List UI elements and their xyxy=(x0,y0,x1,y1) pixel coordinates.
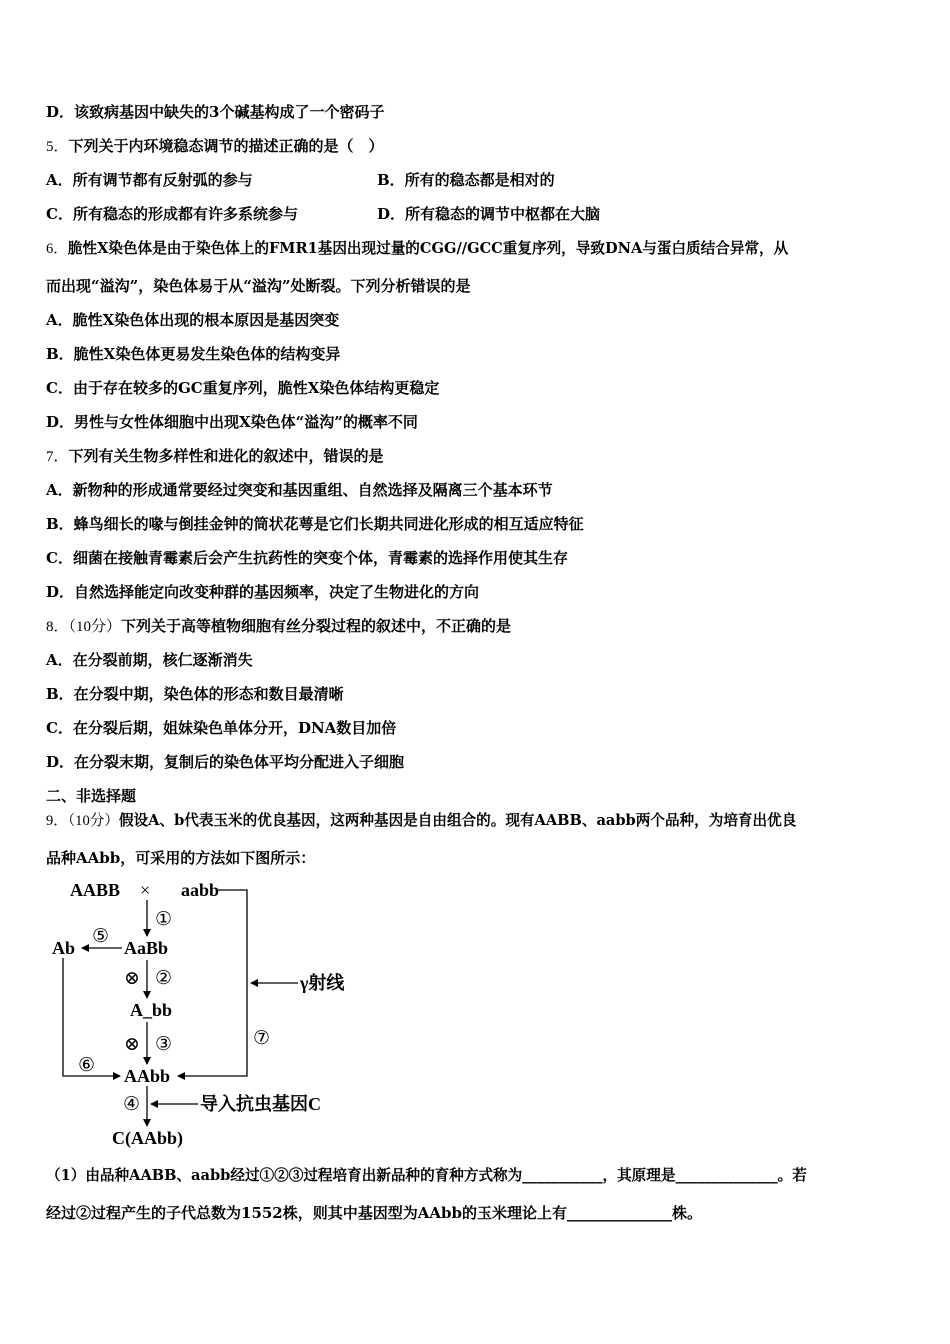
q8-number: 8．（10分） xyxy=(46,619,122,635)
q5-stem xyxy=(46,136,384,157)
q9-stem-line2: 品种AAbb，可采用的方法如下图所示： xyxy=(46,849,316,867)
q9-stem-text1: 假设A、b代表玉米的优良基因，这两种基因是自由组合的。现有AABB、aabb两个品种，为培育出优良 xyxy=(118,812,797,829)
step-2-label: ② xyxy=(155,968,173,989)
arrow-step7 xyxy=(178,890,247,1076)
q7-option-c: C．细菌在接触青霉素后会产生抗药性的突变个体，青霉素的选择作用使其生存 xyxy=(46,549,568,567)
q7-number: 7． xyxy=(46,449,69,465)
import-gene-label: 导入抗虫基因C xyxy=(200,1094,321,1114)
q7-option-d: D．自然选择能定向改变种群的基因频率，决定了生物进化的方向 xyxy=(46,583,480,601)
haploid-ab: Ab xyxy=(52,938,76,958)
step-3-label: ③ xyxy=(155,1034,173,1055)
q5-stem-text: 下列关于内环境稳态调节的描述正确的是（ ） xyxy=(68,137,384,155)
q7-option-a: A．新物种的形成通常要经过突变和基因重组、自然选择及隔离三个基本环节 xyxy=(46,481,553,499)
q7-stem-text: 下列有关生物多样性和进化的叙述中，错误的是 xyxy=(68,447,384,465)
step-6-label: ⑥ xyxy=(78,1055,96,1076)
q6-option-b: B．脆性X染色体更易发生染色体的结构变异 xyxy=(46,345,341,363)
target-aabb: AAbb xyxy=(124,1066,171,1086)
q5-option-d: D．所有稳态的调节中枢都在大脑 xyxy=(377,205,601,223)
q8-option-a: A．在分裂前期，核仁逐渐消失 xyxy=(46,651,253,669)
q8-option-c: C．在分裂后期，姐妹染色单体分开，DNA数目加倍 xyxy=(46,719,397,737)
q7-stem xyxy=(46,446,384,467)
q9-sub1-line1: （1）由品种AABB、aabb经过①②③过程培育出新品种的育种方式称为___________，其原理是______________。若 xyxy=(46,1167,807,1184)
step-1-label: ① xyxy=(155,909,173,930)
q7-option-b: B．蜂鸟细长的喙与倒挂金钟的筒状花萼是它们长期共同进化形成的相互适应特征 xyxy=(46,515,584,533)
breeding-diagram xyxy=(0,870,380,1155)
q9-number: 9．（10分） xyxy=(46,813,119,829)
step-7-label: ⑦ xyxy=(253,1028,271,1049)
q8-stem-text: 下列关于高等植物细胞有丝分裂过程的叙述中，不正确的是 xyxy=(121,617,512,635)
q6-option-c: C．由于存在较多的GC重复序列，脆性X染色体结构更稳定 xyxy=(46,379,440,397)
selfing-symbol-1: ⊗ xyxy=(124,968,140,989)
parent-aabb-upper: AABB xyxy=(70,880,121,900)
q6-stem-text1: 脆性X染色体是由于染色体上的FMR1基因出现过量的CGG//GCC重复序列，导致DNA与蛋白质结合异常，从 xyxy=(67,240,789,257)
q8-option-d: D．在分裂末期，复制后的染色体平均分配进入子细胞 xyxy=(46,753,405,771)
step-5-label: ⑤ xyxy=(92,926,110,947)
q6-number: 6． xyxy=(46,241,68,257)
cross-symbol: × xyxy=(140,880,151,900)
gamma-ray-label: γ射线 xyxy=(300,973,345,993)
q6-stem-line2: 而出现“溢沟”，染色体易于从“溢沟”处断裂。下列分析错误的是 xyxy=(46,277,471,295)
q5-option-c: C．所有稳态的形成都有许多系统参与 xyxy=(46,205,298,223)
q6-option-d: D．男性与女性体细胞中出现X染色体“溢沟”的概率不同 xyxy=(46,413,418,431)
q8-option-b: B．在分裂中期，染色体的形态和数目最清晰 xyxy=(46,685,344,703)
q5-option-a: A．所有调节都有反射弧的参与 xyxy=(46,171,253,189)
parent-aabb-lower: aabb xyxy=(181,880,220,900)
q8-stem xyxy=(46,616,511,637)
q5-number: 5． xyxy=(46,139,69,155)
section-title: 二、非选择题 xyxy=(46,787,137,805)
q4-option-d: D．该致病基因中缺失的3个碱基构成了一个密码子 xyxy=(46,103,385,121)
q9-sub1-line2: 经过②过程产生的子代总数为1552株，则其中基因型为AAbb的玉米理论上有______________株。 xyxy=(46,1204,703,1222)
final-c-aabb: C(AAbb) xyxy=(112,1128,184,1148)
selfing-symbol-2: ⊗ xyxy=(124,1034,140,1055)
f2-a-bb: A_bb xyxy=(130,1000,173,1020)
q6-option-a: A．脆性X染色体出现的根本原因是基因突变 xyxy=(46,311,340,329)
q6-stem-line1 xyxy=(46,239,788,259)
q5-option-b: B．所有的稳态都是相对的 xyxy=(377,171,555,189)
q9-stem-line1 xyxy=(46,811,796,831)
f1-aabb: AaBb xyxy=(124,938,169,958)
step-4-label: ④ xyxy=(123,1094,141,1115)
